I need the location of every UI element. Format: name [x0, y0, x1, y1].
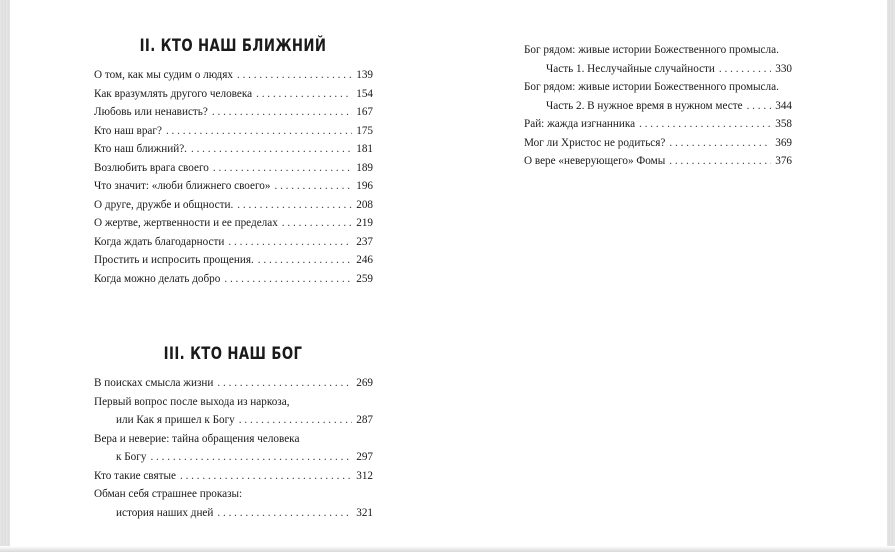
leader-dots: [639, 118, 771, 130]
toc-entry: [94, 199, 373, 218]
toc-entry-first-line: Вера и неверие: тайна обращения человека: [94, 432, 300, 445]
toc-entry: [94, 69, 373, 88]
toc-entry: [94, 470, 373, 489]
toc-entry-page: 297: [356, 451, 373, 463]
toc-entry-title: Мог ли Христос не родиться?: [524, 136, 666, 149]
toc-entry-title: Кто наш ближний?.: [94, 143, 187, 155]
toc-entry: [524, 137, 792, 156]
toc-entry-page: 312: [356, 469, 373, 482]
toc-entry-title: Возлюбить врага своего: [94, 161, 209, 174]
leader-dots: [719, 63, 771, 75]
toc-entry-title: Кто такие святые: [94, 469, 176, 482]
toc-entry-title: Когда можно делать добро: [94, 272, 221, 285]
leader-dots: [217, 377, 352, 389]
leader-dots: [282, 217, 352, 229]
toc-entry: [524, 155, 792, 174]
toc-entry-page: 237: [356, 235, 373, 248]
leader-dots: [237, 69, 352, 81]
toc-entry-page: 358: [775, 118, 792, 130]
leader-dots: [213, 162, 352, 174]
toc-entry-title: Как вразумлять другого человека: [94, 87, 253, 100]
leader-dots: [224, 273, 352, 285]
toc-section-2: [94, 69, 373, 291]
leader-dots: [669, 137, 771, 149]
toc-entry-page: 259: [356, 272, 373, 285]
toc-entry: [94, 217, 373, 236]
leader-dots: [747, 100, 772, 112]
leader-dots: [217, 507, 352, 519]
toc-entry: [94, 451, 373, 470]
leader-dots: [258, 254, 352, 266]
toc-entry-title: Что значит: «люби ближнего своего»: [94, 180, 271, 192]
toc-entry: [94, 125, 373, 144]
toc-entry-page: 219: [356, 217, 373, 229]
toc-entry: [94, 254, 373, 273]
toc-entry-title: Кто наш враг?: [94, 124, 162, 137]
toc-entry: [94, 162, 373, 181]
toc-entry-page: 330: [775, 62, 792, 75]
toc-entry-page: 376: [775, 155, 792, 167]
leader-dots: [150, 451, 352, 463]
toc-entry: [94, 236, 373, 255]
toc-entry-title: Когда ждать благодарности: [94, 235, 225, 248]
page-edge-left: [0, 0, 10, 552]
toc-entry-title: О жертве, жертвенности и ее пределах: [94, 217, 278, 229]
leader-dots: [256, 88, 352, 100]
page-edge-bottom: [0, 546, 895, 552]
toc-entry-first-line: Обман себя страшнее проказы:: [94, 488, 243, 500]
toc-entry-first-line: Бог рядом: живые истории Божественного промысла.: [524, 81, 779, 93]
section-heading-3: III. КТО НАШ БОГ: [163, 344, 303, 364]
toc-entry-title: Любовь или ненависть?: [94, 106, 208, 118]
toc-entry-page: 189: [356, 161, 373, 174]
toc-entry-title: О том, как мы судим о людях: [94, 69, 233, 81]
toc-entry: [524, 100, 792, 119]
leader-dots: [191, 143, 352, 155]
toc-entry: [94, 507, 373, 526]
toc-entry-page: 321: [356, 506, 373, 519]
toc-entry: [94, 414, 373, 433]
toc-entry: [94, 143, 373, 162]
toc-entry-title: О вере «неверующего» Фомы: [524, 155, 666, 167]
toc-entry-page: 344: [775, 99, 792, 112]
toc-entry-title: история наших дней: [116, 506, 214, 519]
toc-entry: [94, 180, 373, 199]
toc-entry-page: 167: [356, 106, 373, 118]
toc-entry-title: Часть 1. Неслучайные случайности: [546, 62, 715, 75]
leader-dots: [274, 180, 352, 192]
toc-entry-page: 246: [356, 254, 373, 266]
leader-dots: [237, 199, 352, 211]
toc-entry-page: 175: [356, 124, 373, 137]
toc-entry-title: О друге, дружбе и общности.: [94, 198, 234, 211]
toc-entry: [524, 63, 792, 82]
section-heading-2: II. КТО НАШ БЛИЖНИЙ: [139, 36, 327, 56]
leader-dots: [212, 106, 352, 118]
toc-entry: [524, 118, 792, 137]
toc-right-page: [524, 44, 792, 174]
toc-entry-first-line: Первый вопрос после выхода из наркоза,: [94, 395, 290, 408]
leader-dots: [166, 125, 352, 137]
toc-entry-first-line: Бог рядом: живые истории Божественного промысла.: [524, 44, 779, 56]
toc-entry: [94, 377, 373, 396]
toc-entry-page: 269: [356, 377, 373, 389]
toc-entry-title: Часть 2. В нужное время в нужном месте: [546, 99, 743, 112]
toc-entry-title: Простить и испросить прощения.: [94, 254, 254, 266]
toc-entry-page: 139: [356, 69, 373, 81]
toc-section-3: [94, 377, 373, 525]
leader-dots: [239, 414, 352, 426]
toc-entry: [94, 88, 373, 107]
toc-entry-page: 196: [356, 180, 373, 192]
toc-entry-page: 287: [356, 414, 373, 426]
toc-entry-title: к Богу: [116, 451, 147, 463]
page-edge-right: [887, 0, 895, 552]
toc-entry-page: 208: [356, 198, 373, 211]
leader-dots: [669, 155, 771, 167]
leader-dots: [228, 236, 352, 248]
toc-entry-title: Рай: жажда изгнанника: [524, 118, 636, 130]
leader-dots: [180, 470, 352, 482]
toc-entry-title: В поисках смысла жизни: [94, 377, 214, 389]
toc-entry-page: 154: [356, 87, 373, 100]
toc-entry: [94, 273, 373, 292]
toc-entry-page: 369: [775, 136, 792, 149]
toc-entry-page: 181: [356, 143, 373, 155]
toc-entry-title: или Как я пришел к Богу: [116, 414, 235, 426]
toc-entry: [94, 106, 373, 125]
